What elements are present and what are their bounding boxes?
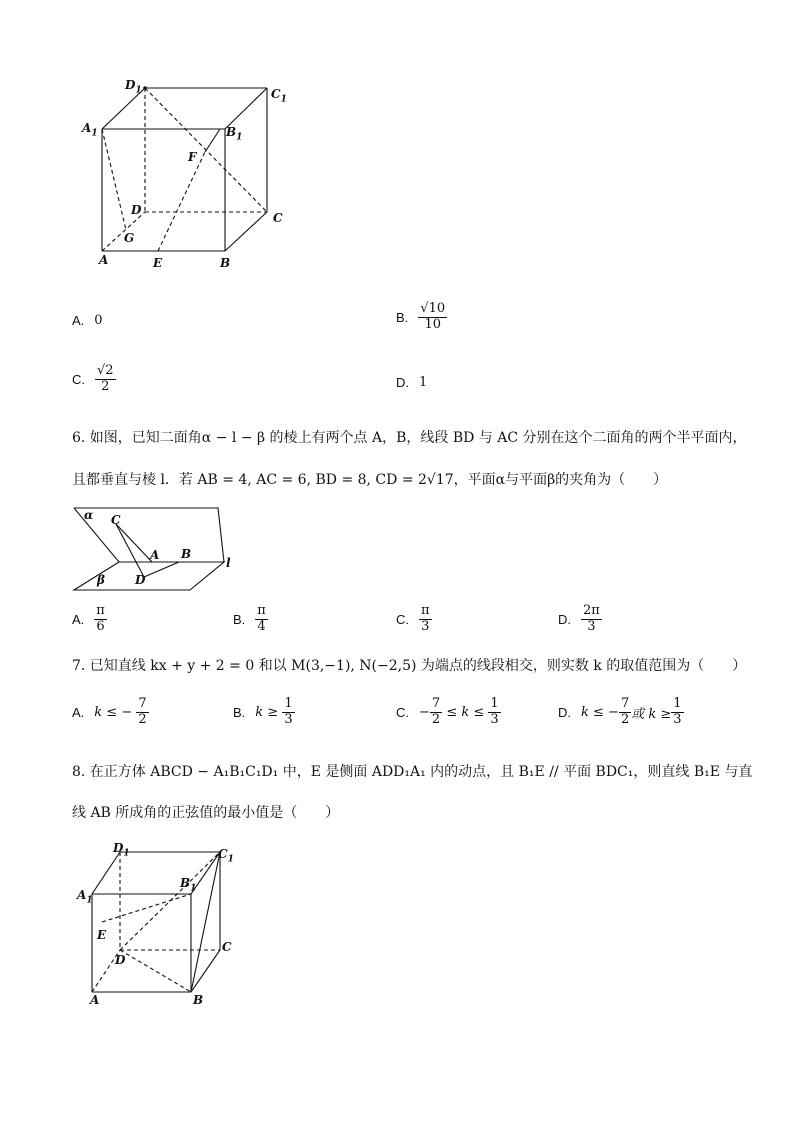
label-C-q8: C <box>222 940 232 954</box>
label-l-q6: l <box>226 556 231 570</box>
q6-text-line2: 且都垂直与棱 l．若 AB = 4, AC = 6, BD = 8, CD = 2√17，平面α与平面β的夹角为（ ） <box>72 472 668 488</box>
q6-option-a[interactable]: A. $\frac{\pi}{6}$ <box>72 603 105 634</box>
label-B1-q8: $B_1$ <box>180 876 197 894</box>
q6-option-b[interactable]: B. $\frac{\pi}{4}$ <box>233 603 266 634</box>
label-A-q8: A <box>90 993 100 1007</box>
q5-option-b[interactable]: B. $\frac{√10}{10}$ <box>396 301 446 332</box>
label-E: E <box>153 256 163 270</box>
q6-option-c[interactable]: C. $\frac{\pi}{3}$ <box>396 603 430 634</box>
q8-text-line1: 8. 在正方体 ABCD − A₁B₁C₁D₁ 中，E 是侧面 ADD₁A₁ 内的动点，且 B₁E // 平面 BDC₁，则直线 B₁E 与直 <box>72 764 753 780</box>
label-D1: $D_1$ <box>125 78 142 96</box>
label-D1-q8: $D_1$ <box>113 841 130 859</box>
label-beta: β <box>97 573 105 587</box>
q5-option-a[interactable]: A. 0 <box>72 313 103 328</box>
label-E-q8: E <box>97 928 107 942</box>
q8-text-line2: 线 AB 所成角的正弦值的最小值是（ ） <box>72 805 340 821</box>
q6-text-line1: 6. 如图，已知二面角α − l − β 的棱上有两个点 A，B，线段 BD 与 AC 分别在这个二面角的两个半平面内， <box>72 430 747 446</box>
label-B: B <box>220 256 231 270</box>
label-A1: $A_1$ <box>82 121 98 139</box>
label-F: F <box>188 150 197 164</box>
q7-option-a[interactable]: A. k ≤ − $\frac{7}{2}$ <box>72 696 147 727</box>
label-A: A <box>99 253 109 267</box>
cube-figure-q8 <box>80 840 250 1005</box>
q6-option-d[interactable]: D. $\frac{2\pi}{3}$ <box>558 603 600 634</box>
label-A-q6: A <box>150 548 160 562</box>
q7-option-c[interactable]: C. − $\frac{7}{2}$ ≤ k ≤ $\frac{1}{3}$ <box>396 696 499 727</box>
label-C1: $C_1$ <box>271 87 287 105</box>
label-D-q6: D <box>135 573 146 587</box>
label-alpha: α <box>84 508 94 522</box>
label-C: C <box>273 211 283 225</box>
label-B1: $B_1$ <box>226 125 243 143</box>
label-B-q6: B <box>181 547 192 561</box>
q7-option-d[interactable]: D. k ≤ − $\frac{7}{2}$ 或 k ≥ $\frac{1}{3}$ <box>558 696 682 727</box>
label-D-q8: D <box>115 953 126 967</box>
q5-option-c[interactable]: C. $\frac{√2}{2}$ <box>72 363 114 394</box>
q5-option-d[interactable]: D. 1 <box>396 375 428 390</box>
label-C-q6: C <box>111 513 121 527</box>
label-D: D <box>131 203 142 217</box>
label-G: G <box>124 231 135 245</box>
label-B-q8: B <box>193 993 204 1007</box>
q7-option-b[interactable]: B. k ≥ $\frac{1}{3}$ <box>233 696 293 727</box>
label-C1-q8: $C_1$ <box>218 847 234 865</box>
q7-text-line1: 7. 已知直线 kx + y + 2 = 0 和以 M(3,−1), N(−2,5) 为端点的线段相交，则实数 k 的取值范围为（ ） <box>72 658 747 674</box>
label-A1-q8: $A_1$ <box>77 888 93 906</box>
